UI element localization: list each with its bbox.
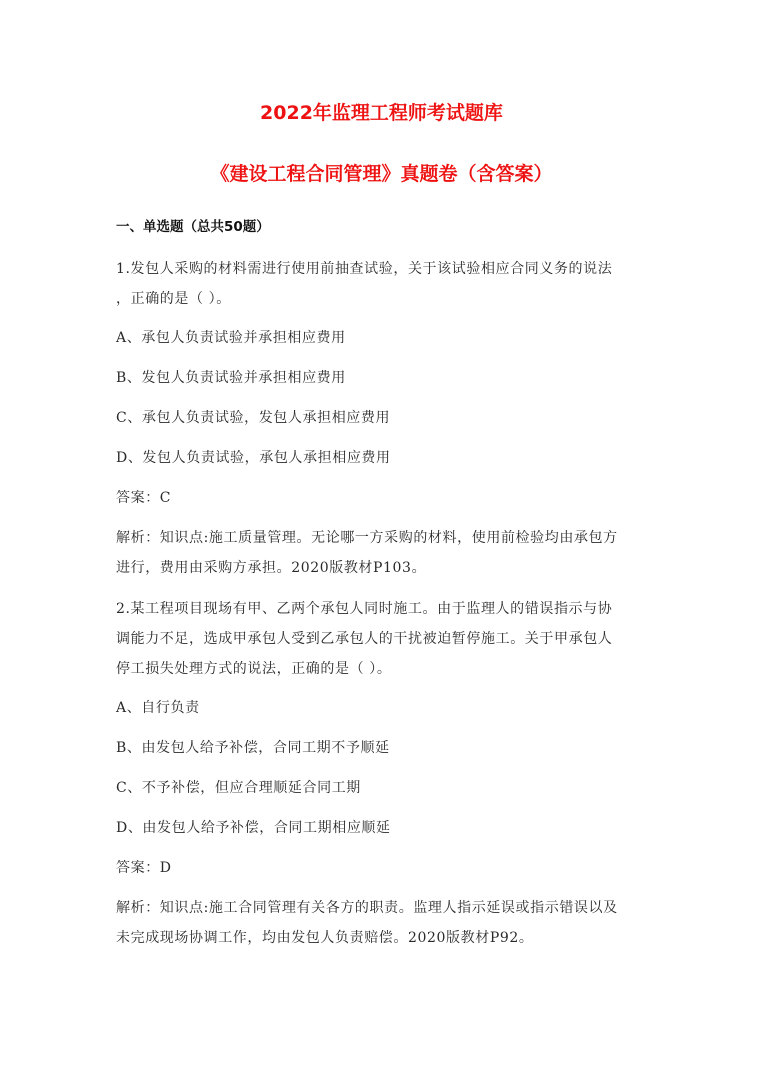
question-stem-line: 调能力不足，选成甲承包人受到乙承包人的干扰被迫暂停施工。关于甲承包人 [116, 631, 613, 647]
option-a: A、自行负责 [116, 700, 200, 716]
question-stem-line: 1.发包人采购的材料需进行使用前抽查试验，关于该试验相应合同义务的说法 [116, 261, 613, 277]
document-subtitle: 《建设工程合同管理》真题卷（含答案） [210, 163, 553, 185]
option-c: C、承包人负责试验，发包人承担相应费用 [116, 410, 391, 426]
analysis-line: 未完成现场协调工作，均由发包人负责赔偿。2020版教材P92。 [116, 930, 534, 946]
question-stem-line: 2.某工程项目现场有甲、乙两个承包人同时施工。由于监理人的错误指示与协 [116, 601, 613, 617]
option-d: D、发包人负责试验，承包人承担相应费用 [116, 450, 391, 466]
answer: 答案：C [116, 490, 172, 506]
option-a: A、承包人负责试验并承担相应费用 [116, 330, 346, 346]
question-stem-line: ，正确的是（ ）。 [116, 291, 231, 307]
analysis-line: 进行，费用由采购方承担。2020版教材P103。 [116, 560, 427, 576]
section-heading: 一、单选题（总共50题） [116, 219, 270, 235]
option-b: B、发包人负责试验并承担相应费用 [116, 370, 346, 386]
document-title: 2022年监理工程师考试题库 [260, 102, 503, 124]
question-stem-line: 停工损失处理方式的说法，正确的是（ ）。 [116, 661, 392, 677]
option-b: B、由发包人给予补偿，合同工期不予顺延 [116, 740, 390, 756]
answer: 答案：D [116, 860, 172, 876]
option-d: D、由发包人给予补偿，合同工期相应顺延 [116, 820, 391, 836]
analysis-line: 解析：知识点:施工质量管理。无论哪一方采购的材料，使用前检验均由承包方 [116, 530, 618, 546]
option-c: C、不予补偿，但应合理顺延合同工期 [116, 780, 361, 796]
analysis-line: 解析：知识点:施工合同管理有关各方的职责。监理人指示延误或指示错误以及 [116, 900, 618, 916]
